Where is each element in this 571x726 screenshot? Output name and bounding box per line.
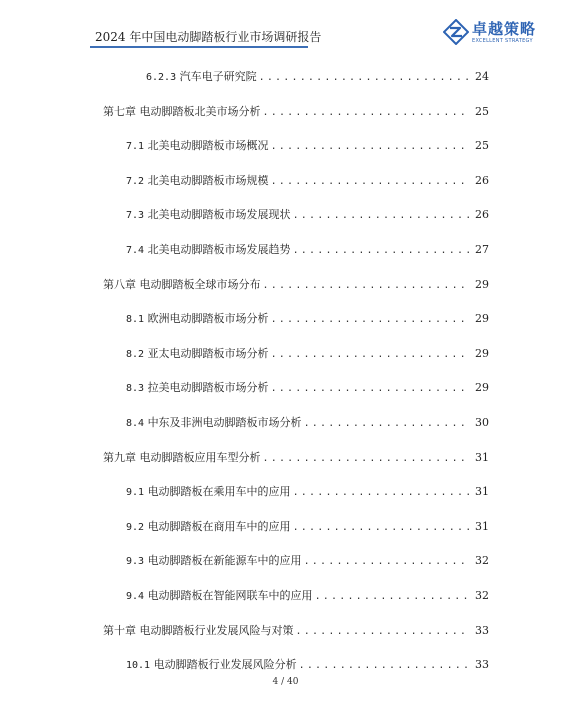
- toc-entry-label: 第十章 电动脚踏板行业发展风险与对策: [103, 623, 294, 637]
- toc-section-entry[interactable]: [126, 243, 489, 258]
- company-logo: [443, 18, 543, 48]
- toc-dot-leader: [271, 348, 469, 362]
- toc-section-entry[interactable]: [126, 520, 489, 535]
- toc-entry-label: 电动脚踏板在商用车中的应用: [147, 519, 291, 533]
- toc-entry-label: 北美电动脚踏板市场发展现状: [147, 208, 291, 222]
- toc-section-entry[interactable]: [126, 416, 489, 431]
- toc-entry-page: 29: [475, 346, 489, 360]
- toc-section-entry[interactable]: [126, 312, 489, 327]
- toc-entry-label: 北美电动脚踏板市场发展趋势: [147, 243, 291, 256]
- toc-dot-leader: [263, 279, 470, 293]
- toc-entry-label: 北美电动脚踏板市场规模: [147, 173, 269, 187]
- logo-name: 卓越策略: [472, 20, 537, 38]
- toc-entry-label: 拉美电动脚踏板市场分析: [147, 381, 269, 395]
- toc-chapter-entry[interactable]: [103, 278, 489, 293]
- toc-entry-page: 31: [475, 485, 489, 499]
- toc-entry-label: 中东及非洲电动脚踏板市场分析: [147, 416, 302, 429]
- toc-entry-number: 7.3: [126, 210, 145, 222]
- logo-mark-icon: [443, 19, 469, 45]
- toc-section-entry[interactable]: [126, 485, 489, 500]
- toc-entry-page: 32: [475, 589, 489, 602]
- toc-section-entry[interactable]: [126, 139, 489, 154]
- toc-entry-number: 9.4: [126, 591, 145, 602]
- toc-entry-label: 北美电动脚踏板市场概况: [147, 139, 269, 153]
- toc-entry-page: 27: [475, 243, 489, 256]
- toc-entry-page: 29: [475, 312, 489, 326]
- toc-entry-number: 9.3: [126, 556, 145, 568]
- toc-dot-leader: [271, 175, 469, 189]
- logo-subtitle: EXCELLENT STRATEGY: [472, 38, 533, 44]
- toc-entry-number: 7.2: [126, 175, 145, 187]
- toc-entry-number: 8.2: [126, 348, 145, 360]
- toc-entry-label: 电动脚踏板在乘用车中的应用: [147, 485, 291, 499]
- toc-entry-page: 33: [475, 658, 489, 672]
- report-title: 2024 年中国电动脚踏板行业市场调研报告: [95, 30, 322, 44]
- toc-entry-page: 25: [475, 139, 489, 153]
- toc-dot-leader: [304, 417, 469, 431]
- toc-entry-page: 25: [475, 104, 489, 118]
- toc-entry-label: 第九章 电动脚踏板应用车型分析: [103, 450, 261, 464]
- toc-entry-page: 32: [475, 554, 489, 568]
- toc-entry-number: 8.3: [126, 383, 145, 395]
- toc-section-entry[interactable]: [126, 554, 489, 569]
- toc-section-entry[interactable]: [146, 70, 489, 85]
- toc-dot-leader: [271, 382, 469, 396]
- toc-dot-leader: [293, 521, 469, 535]
- toc-entry-label: 亚太电动脚踏板市场分析: [147, 346, 269, 360]
- toc-entry-page: 26: [475, 208, 489, 222]
- toc-entry-number: 8.4: [126, 418, 145, 429]
- toc-dot-leader: [304, 555, 469, 569]
- toc-entry-number: 8.1: [126, 314, 145, 326]
- toc-entry-page: 29: [475, 381, 489, 395]
- toc-entry-label: 电动脚踏板在新能源车中的应用: [147, 554, 302, 568]
- toc-entry-number: 7.4: [126, 245, 145, 256]
- toc-entry-label: 电动脚踏板在智能网联车中的应用: [147, 589, 313, 602]
- toc-entry-label: 第七章 电动脚踏板北美市场分析: [103, 104, 261, 118]
- toc-dot-leader: [293, 244, 469, 258]
- toc-dot-leader: [293, 209, 469, 223]
- toc-entry-label: 欧洲电动脚踏板市场分析: [147, 312, 269, 326]
- toc-entry-number: 10.1: [126, 660, 151, 672]
- toc-entry-page: 29: [475, 277, 489, 291]
- toc-entry-page: 26: [475, 173, 489, 187]
- toc-dot-leader: [296, 625, 470, 639]
- toc-chapter-entry[interactable]: [103, 451, 489, 466]
- toc-section-entry[interactable]: [126, 208, 489, 223]
- toc-dot-leader: [299, 659, 469, 673]
- toc-entry-number: 6.2.3: [146, 72, 177, 83]
- toc-chapter-entry[interactable]: [103, 105, 489, 120]
- toc-section-entry[interactable]: [126, 347, 489, 362]
- toc-chapter-entry[interactable]: [103, 624, 489, 639]
- toc-dot-leader: [263, 106, 470, 120]
- toc-section-entry[interactable]: [126, 589, 489, 604]
- toc-entry-label: 第八章 电动脚踏板全球市场分布: [103, 277, 261, 291]
- toc-section-entry[interactable]: [126, 381, 489, 396]
- toc-entry-page: 33: [475, 623, 489, 637]
- toc-dot-leader: [271, 313, 469, 327]
- toc-dot-leader: [315, 590, 469, 604]
- toc-dot-leader: [271, 140, 469, 154]
- toc-entry-label: 汽车电子研究院: [179, 70, 257, 83]
- toc-entry-number: 9.1: [126, 487, 145, 499]
- page-number: 4 / 40: [272, 677, 299, 687]
- toc-section-entry[interactable]: [126, 174, 489, 189]
- toc-entry-number: 7.1: [126, 141, 145, 153]
- toc-entry-number: 9.2: [126, 521, 145, 533]
- toc-dot-leader: [263, 452, 470, 466]
- toc-entry-page: 24: [475, 70, 489, 83]
- toc-entry-page: 30: [475, 416, 489, 429]
- toc-section-entry[interactable]: [126, 658, 489, 673]
- toc-entry-page: 31: [475, 450, 489, 464]
- toc-entry-page: 31: [475, 519, 489, 533]
- header-underline: [90, 46, 308, 48]
- toc-entry-label: 电动脚踏板行业发展风险分析: [153, 658, 297, 672]
- toc-dot-leader: [293, 486, 469, 500]
- toc-dot-leader: [259, 71, 469, 85]
